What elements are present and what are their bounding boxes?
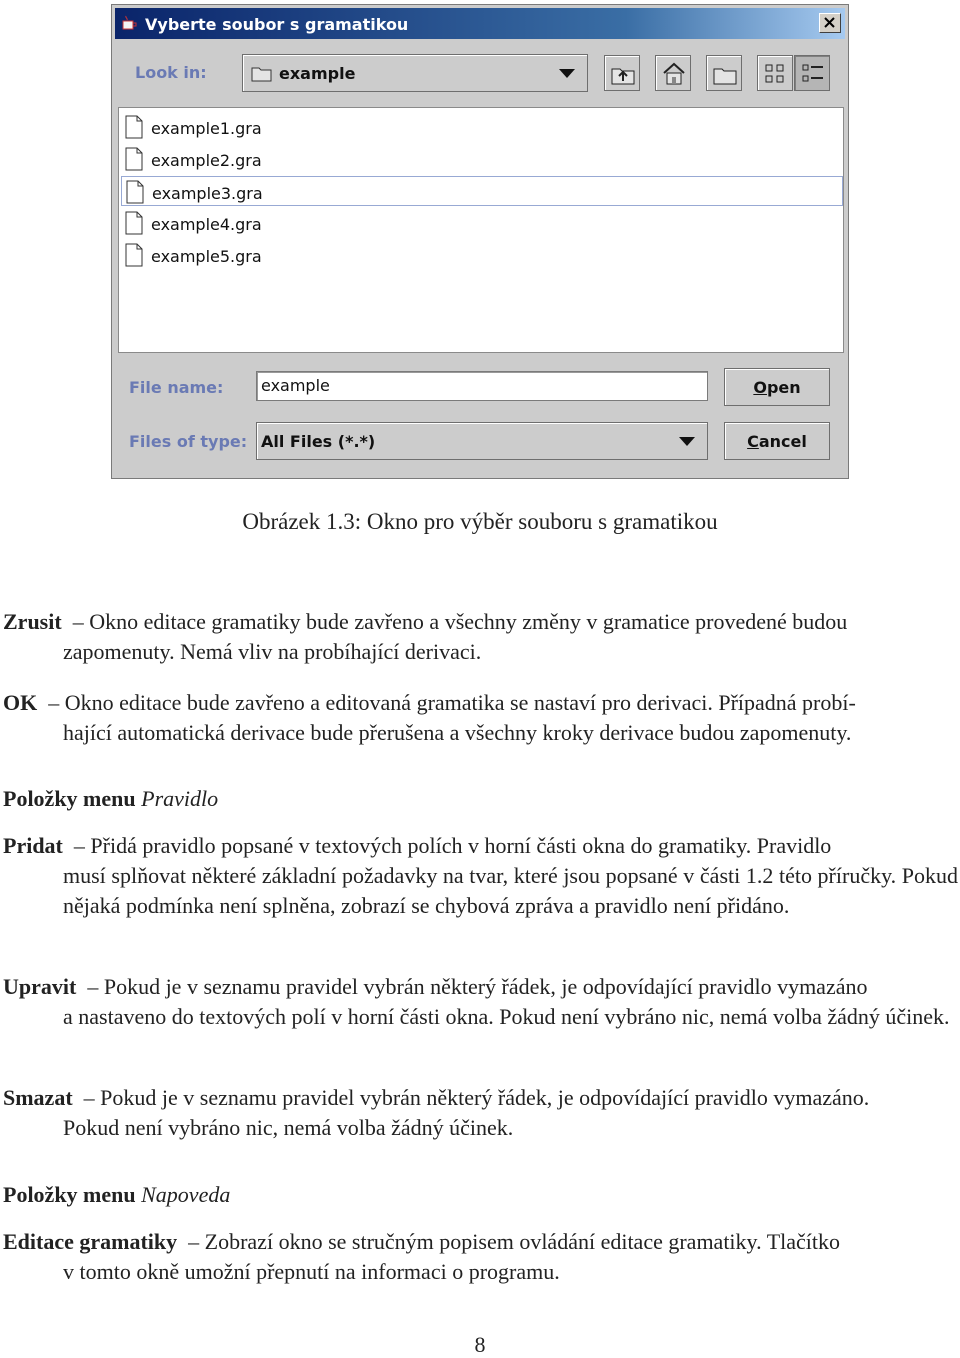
heading-menu-name: Pravidlo — [141, 786, 219, 811]
file-name: example2.gra — [151, 151, 262, 170]
look-in-label: Look in: — [135, 63, 207, 82]
item-text-cont: v tomto okně umožní přepnutí na informaci o programu. — [63, 1259, 560, 1284]
item-term: Upravit — [3, 974, 77, 999]
dialog-titlebar — [115, 8, 845, 39]
item-text: – Okno editace gramatiky bude zavřeno a všechny změny v gramatice provedené budou — [72, 609, 848, 634]
home-icon — [661, 61, 687, 87]
section-heading-pravidlo — [3, 786, 218, 812]
home-button[interactable] — [655, 55, 691, 91]
file-item[interactable] — [121, 112, 841, 142]
item-text-cont: zapomenuty. Nemá vliv na probíhající derivaci. — [63, 639, 482, 664]
file-list[interactable] — [118, 107, 844, 353]
open-button-label: Open — [753, 378, 801, 397]
details-view-button[interactable] — [794, 55, 830, 91]
cancel-button-label: Cancel — [747, 432, 807, 451]
file-chooser-dialog — [111, 4, 849, 479]
close-button[interactable] — [819, 13, 841, 33]
description-item-zrusit — [3, 607, 958, 667]
item-text: – Pokud je v seznamu pravidel vybrán některý řádek, je odpovídající pravidlo vymazáno — [87, 974, 868, 999]
look-in-value: example — [279, 64, 356, 83]
file-type-combo[interactable] — [256, 422, 708, 460]
file-icon — [126, 180, 144, 204]
file-item-selected[interactable] — [121, 176, 843, 206]
file-item[interactable] — [121, 208, 841, 238]
close-icon — [820, 14, 840, 32]
file-name: example3.gra — [152, 184, 263, 203]
heading-prefix: Položky menu — [3, 1182, 142, 1207]
item-text-cont: a nastaveno do textových polí v horní části okna. Pokud není vybráno nic, nemá volba žádný účinek. — [63, 1004, 950, 1029]
file-icon — [125, 147, 143, 171]
item-text: – Pokud je v seznamu pravidel vybrán některý řádek, je odpovídající pravidlo vymazáno. — [83, 1085, 870, 1110]
description-item-ok — [3, 688, 958, 748]
cancel-button[interactable] — [724, 422, 830, 460]
description-item-smazat — [3, 1083, 958, 1143]
file-name: example4.gra — [151, 215, 262, 234]
open-button[interactable] — [724, 368, 830, 406]
item-term: Zrusit — [3, 609, 62, 634]
item-term: Pridat — [3, 833, 63, 858]
dialog-title: Vyberte soubor s gramatikou — [145, 15, 409, 34]
file-name-label: File name: — [129, 378, 224, 397]
item-text-cont: Pokud není vybráno nic, nemá volba žádný účinek. — [63, 1115, 514, 1140]
section-heading-napoveda — [3, 1182, 230, 1208]
file-item[interactable] — [121, 240, 841, 270]
figure-caption: Obrázek 1.3: Okno pro výběr souboru s gramatikou — [242, 509, 718, 534]
item-text: – Okno editace bude zavřeno a editovaná gramatika se nastaví pro derivaci. Případná probí- — [48, 690, 856, 715]
item-term: Editace gramatiky — [3, 1229, 178, 1254]
file-type-value: All Files (*.*) — [261, 432, 376, 451]
description-item-pridat — [3, 831, 958, 921]
file-icon — [125, 243, 143, 267]
new-folder-button[interactable] — [706, 55, 742, 91]
file-name: example5.gra — [151, 247, 262, 266]
file-icon — [125, 115, 143, 139]
chevron-down-icon — [559, 69, 575, 78]
file-name: example1.gra — [151, 119, 262, 138]
item-text: – Zobrazí okno se stručným popisem ovládání editace gramatiky. Tlačítko — [188, 1229, 841, 1254]
chevron-down-icon — [679, 437, 695, 446]
heading-menu-name: Napoveda — [141, 1182, 231, 1207]
heading-prefix: Položky menu — [3, 786, 142, 811]
file-name-field[interactable] — [256, 371, 708, 401]
file-icon — [125, 211, 143, 235]
up-one-level-button[interactable] — [604, 55, 640, 91]
description-item-editace-gramatiky — [3, 1227, 958, 1287]
list-view-icon — [763, 61, 789, 87]
item-text-cont: musí splňovat některé základní požadavky na tvar, které jsou popsané v části 1.2 této příručky. Pokud nějaká podmínka není splněna, zobrazí se chybová zpráva a pravidlo není přidáno. — [63, 863, 958, 918]
list-view-button[interactable] — [757, 55, 793, 91]
look-in-combo[interactable] — [242, 54, 588, 92]
description-item-upravit — [3, 972, 958, 1032]
file-name-value: example — [261, 376, 330, 395]
file-type-label: Files of type: — [129, 432, 248, 451]
new-folder-icon — [712, 61, 738, 87]
item-term: OK — [3, 690, 38, 715]
file-item[interactable] — [121, 144, 841, 174]
page-number: 8 — [474, 1332, 486, 1357]
item-text: – Přidá pravidlo popsané v textových polích v horní části okna do gramatiky. Pravidlo — [73, 833, 832, 858]
up-folder-icon — [610, 61, 636, 87]
java-cup-icon — [120, 15, 138, 31]
item-term: Smazat — [3, 1085, 73, 1110]
folder-icon — [251, 64, 273, 82]
details-view-icon — [800, 61, 826, 87]
item-text-cont: hající automatická derivace bude přerušena a všechny kroky derivace budou zapomenuty. — [63, 720, 852, 745]
